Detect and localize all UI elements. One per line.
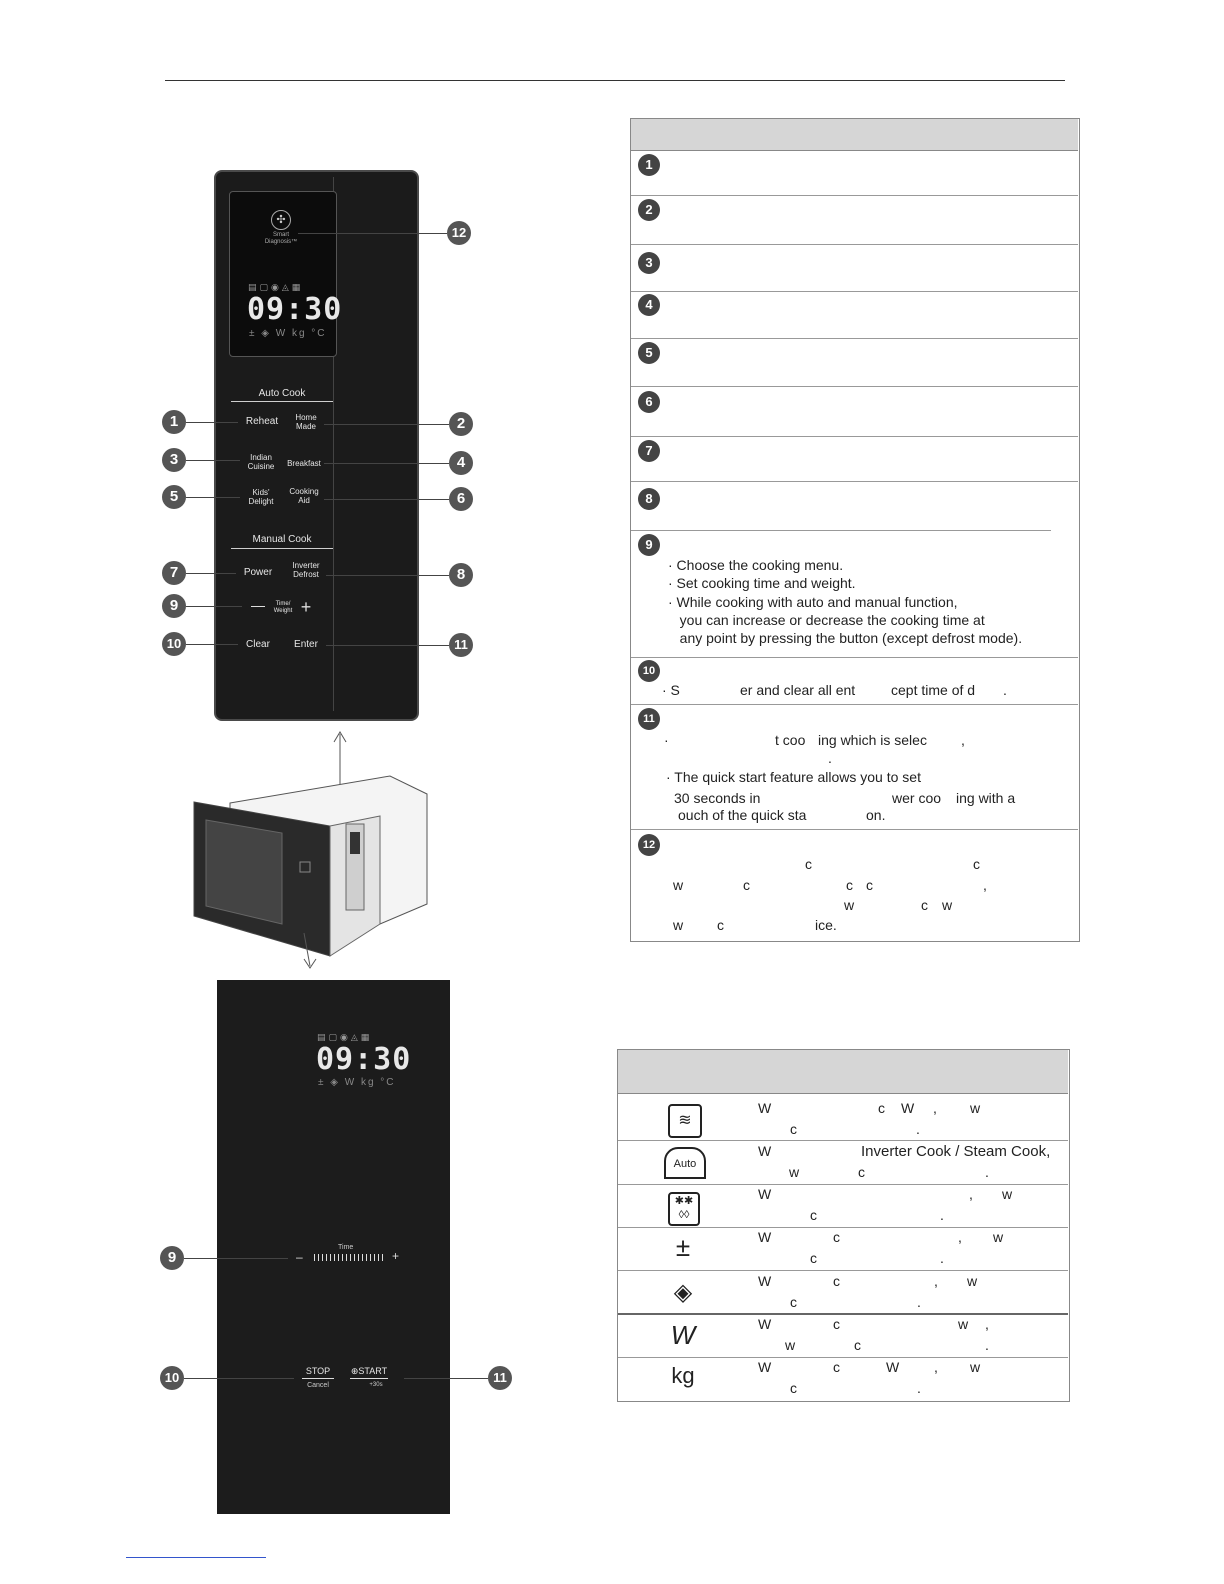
row-12-fragment: c (846, 877, 853, 893)
stop-button[interactable]: STOP (305, 1366, 331, 1376)
icon-row-4-fragment: c (833, 1229, 840, 1245)
icon-row-2-fragment: W (758, 1143, 772, 1159)
row-number-7: 7 (638, 440, 660, 462)
row-number-3: 3 (638, 252, 660, 274)
icon-row-1-fragment: W (901, 1100, 915, 1116)
start-button[interactable]: ⊕START (350, 1366, 388, 1376)
row-divider (631, 338, 1078, 339)
start-diamond-icon: ◈ (673, 1279, 693, 1306)
auto-cook-header: Auto Cook (258, 388, 306, 399)
row-divider (631, 291, 1078, 292)
icon-row-1-fragment: . (916, 1121, 920, 1137)
start-rule (350, 1378, 388, 1379)
inverter-defrost-button[interactable]: Inverter Defrost (292, 561, 320, 579)
time-minus-button[interactable] (251, 606, 265, 607)
row-divider (618, 1184, 1068, 1185)
leader-10 (186, 644, 238, 645)
cooking-aid-button[interactable]: Cooking Aid (289, 487, 319, 505)
footer-link-rule (126, 1557, 266, 1558)
row-9-line-1: · Choose the cooking menu. (668, 557, 844, 573)
icon-row-4-fragment: c (810, 1250, 817, 1266)
row-12-fragment: ice. (815, 917, 837, 933)
row-11-fragment: · (664, 732, 669, 748)
defrost-icon: ✱✱ ◊◊ (668, 1192, 700, 1226)
row-number-4: 4 (638, 294, 660, 316)
icon-row-4-fragment: w (993, 1229, 1004, 1245)
icon-row-7-fragment: w (970, 1359, 981, 1375)
indian-cuisine-button[interactable]: Indian Cuisine (247, 453, 275, 471)
row-divider (631, 195, 1078, 196)
leader-10-touch (184, 1378, 294, 1379)
row-10-fragment: cept time of d (891, 682, 976, 698)
time-slider-track[interactable] (314, 1254, 384, 1261)
callout-11-touch: 11 (488, 1366, 512, 1390)
icon-row-1-fragment: W (758, 1100, 772, 1116)
row-9-line-2: · Set cooking time and weight. (668, 575, 856, 591)
callout-5: 5 (162, 485, 186, 509)
row-11-fragment: 30 seconds in (674, 790, 761, 806)
features-table-header (631, 119, 1078, 151)
leader-9-touch (184, 1258, 288, 1259)
row-10-fragment: er and clear all ent (740, 682, 856, 698)
time-plus-touch[interactable]: + (392, 1249, 400, 1263)
microwave-illustration (150, 728, 450, 973)
leader-9 (186, 606, 242, 607)
leader-5 (186, 497, 240, 498)
row-9-line-4: you can increase or decrease the cooking time at (668, 612, 985, 628)
microwave-waves-icon: ≋ (668, 1104, 702, 1138)
row-9-line-3: · While cooking with auto and manual function, (668, 594, 958, 610)
row-12-fragment: , (983, 877, 987, 893)
callout-9: 9 (162, 594, 186, 618)
callout-2: 2 (449, 412, 473, 436)
row-divider (631, 829, 1078, 830)
row-number-11: 11 (638, 708, 660, 730)
icon-row-5-fragment: , (934, 1273, 938, 1289)
callout-10: 10 (162, 632, 186, 656)
row-12-fragment: c (921, 897, 928, 913)
auto-icon-text: Auto (673, 1158, 697, 1170)
manual-cook-header: Manual Cook (252, 534, 312, 545)
icon-row-5-fragment: W (758, 1273, 772, 1289)
icon-row-3-fragment: , (969, 1186, 973, 1202)
row-11-fragment: , (961, 732, 965, 748)
icon-row-7-fragment: , (934, 1359, 938, 1375)
enter-button[interactable]: Enter (294, 639, 318, 650)
row-number-12: 12 (638, 834, 660, 856)
callout-7: 7 (162, 561, 186, 585)
row-11-fragment: ing which is selec (818, 732, 927, 748)
icon-row-6-fragment: c (833, 1316, 840, 1332)
home-made-button[interactable]: Home Made (295, 413, 317, 431)
leader-2 (324, 424, 449, 425)
breakfast-button[interactable]: Breakfast (287, 459, 321, 468)
mode-icons-row: ▤▢◉◬▦ (248, 282, 304, 292)
icon-row-2-fragment: . (985, 1164, 989, 1180)
icon-row-7-fragment: . (917, 1380, 921, 1396)
power-button[interactable]: Power (243, 567, 273, 578)
clock-display-2: 09:30 (316, 1042, 412, 1077)
icon-row-5-fragment: c (790, 1294, 797, 1310)
time-plus-button[interactable]: + (300, 597, 312, 617)
plus30-label: +30s (369, 1382, 383, 1388)
row-divider (618, 1227, 1068, 1228)
units-row-2: ± ◈ W kg °C (318, 1077, 396, 1088)
header-rule (165, 80, 1065, 81)
icon-row-5-fragment: c (833, 1273, 840, 1289)
row-12-fragment: w (942, 897, 953, 913)
row-12-fragment: c (973, 856, 980, 872)
row-number-2: 2 (638, 199, 660, 221)
icon-row-7-fragment: W (758, 1359, 772, 1375)
callout-8: 8 (449, 563, 473, 587)
callout-11: 11 (449, 633, 473, 657)
row-divider (631, 244, 1078, 245)
icon-row-7-fragment: c (833, 1359, 840, 1375)
icon-row-6-fragment: , (985, 1316, 989, 1332)
leader-7 (186, 573, 236, 574)
leader-1 (186, 422, 238, 423)
leader-11-touch (404, 1378, 488, 1379)
callout-6: 6 (449, 487, 473, 511)
plus-minus-icon: ± (675, 1232, 691, 1262)
auto-cook-rule (231, 401, 333, 402)
icon-row-5-fragment: . (917, 1294, 921, 1310)
row-10-fragment: . (1003, 682, 1007, 698)
icon-row-6-fragment: w (785, 1337, 796, 1353)
leader-3 (186, 460, 240, 461)
icon-row-1-fragment: , (933, 1100, 937, 1116)
row-divider (631, 704, 1078, 705)
icon-row-7-fragment: c (790, 1380, 797, 1396)
icon-row-6-fragment: . (985, 1337, 989, 1353)
reheat-button[interactable]: Reheat (245, 416, 279, 427)
row-12-fragment: c (866, 877, 873, 893)
row-divider (618, 1140, 1068, 1141)
row-11-fragment: ouch of the quick sta (678, 807, 807, 823)
row-number-1: 1 (638, 154, 660, 176)
row-11-fragment: t coo (775, 732, 806, 748)
icon-row-7-fragment: W (886, 1359, 900, 1375)
clear-button[interactable]: Clear (246, 639, 270, 650)
icon-row-3-fragment: W (758, 1186, 772, 1202)
icon-row-5-fragment: w (967, 1273, 978, 1289)
leader-8 (326, 575, 449, 576)
row-number-8: 8 (638, 488, 660, 510)
row-12-fragment: c (805, 856, 812, 872)
row-10-fragment: · S (662, 682, 680, 698)
units-row: ± ◈ W kg °C (249, 328, 327, 339)
row-divider (618, 1313, 1068, 1315)
row-number-6: 6 (638, 391, 660, 413)
icon-row-6-fragment: w (958, 1316, 969, 1332)
kids-delight-button[interactable]: Kids' Delight (248, 488, 274, 506)
row-11-fragment: . (828, 750, 832, 766)
clock-display: 09:30 (247, 292, 343, 327)
icon-row-3-fragment: . (940, 1207, 944, 1223)
icon-row-1-fragment: c (790, 1121, 797, 1137)
kg-icon: kg (671, 1363, 695, 1388)
row-12-fragment: w (673, 917, 684, 933)
icon-row-3-fragment: c (810, 1207, 817, 1223)
callout-10-touch: 10 (160, 1366, 184, 1390)
icon-row-6-fragment: c (854, 1337, 861, 1353)
cancel-label: Cancel (307, 1382, 329, 1389)
watt-icon: W (670, 1320, 696, 1350)
icon-row-2-fragment: w (789, 1164, 800, 1180)
row-number-5: 5 (638, 342, 660, 364)
row-number-10: 10 (638, 660, 660, 682)
leader-4 (324, 463, 449, 464)
row-12-fragment: c (717, 917, 724, 933)
icon-row-3-fragment: w (1002, 1186, 1013, 1202)
manual-cook-rule (231, 548, 333, 549)
icon-row-4-fragment: . (940, 1250, 944, 1266)
row-divider (631, 481, 1078, 482)
stop-rule (302, 1378, 334, 1379)
row-9-line-5: any point by pressing the button (except defrost mode). (668, 630, 1023, 646)
row-12-fragment: c (743, 877, 750, 893)
icon-row-2-fragment: c (858, 1164, 865, 1180)
icon-row-4-fragment: , (958, 1229, 962, 1245)
row-divider (631, 530, 1051, 531)
callout-1: 1 (162, 410, 186, 434)
row-number-9: 9 (638, 534, 660, 556)
row-11-fragment: · The quick start feature allows you to set (666, 769, 921, 785)
row-divider (631, 657, 1078, 658)
row-12-fragment: w (844, 897, 855, 913)
callout-3: 3 (162, 448, 186, 472)
row-11-fragment: ing with a (956, 790, 1016, 806)
time-minus-touch[interactable]: – (296, 1250, 303, 1264)
icon-row-2-fragment: Inverter Cook / Steam Cook, (861, 1143, 1051, 1160)
row-divider (631, 386, 1078, 387)
callout-4: 4 (449, 451, 473, 475)
row-11-fragment: wer coo (892, 790, 942, 806)
row-divider (631, 436, 1078, 437)
icon-row-1-fragment: c (878, 1100, 885, 1116)
time-weight-label: Time/ Weight (273, 601, 293, 614)
leader-6 (324, 499, 449, 500)
row-11-fragment: on. (866, 807, 886, 823)
row-divider (618, 1270, 1068, 1271)
door-edge (333, 177, 410, 711)
mode-icons-row-2: ▤▢◉◬▦ (317, 1032, 373, 1042)
row-12-fragment: w (673, 877, 684, 893)
icon-row-4-fragment: W (758, 1229, 772, 1245)
time-label: Time (338, 1244, 354, 1251)
leader-11 (326, 645, 449, 646)
icon-row-6-fragment: W (758, 1316, 772, 1332)
leader-12 (298, 233, 447, 234)
row-divider (618, 1357, 1068, 1358)
smart-diagnosis-label: Smart Diagnosis™ (264, 232, 298, 245)
smart-diagnosis-icon: ✣ (271, 210, 291, 230)
icons-table-header (618, 1050, 1068, 1094)
auto-icon (664, 1147, 706, 1179)
icon-row-1-fragment: w (970, 1100, 981, 1116)
callout-12: 12 (447, 221, 471, 245)
callout-9-touch: 9 (160, 1246, 184, 1270)
